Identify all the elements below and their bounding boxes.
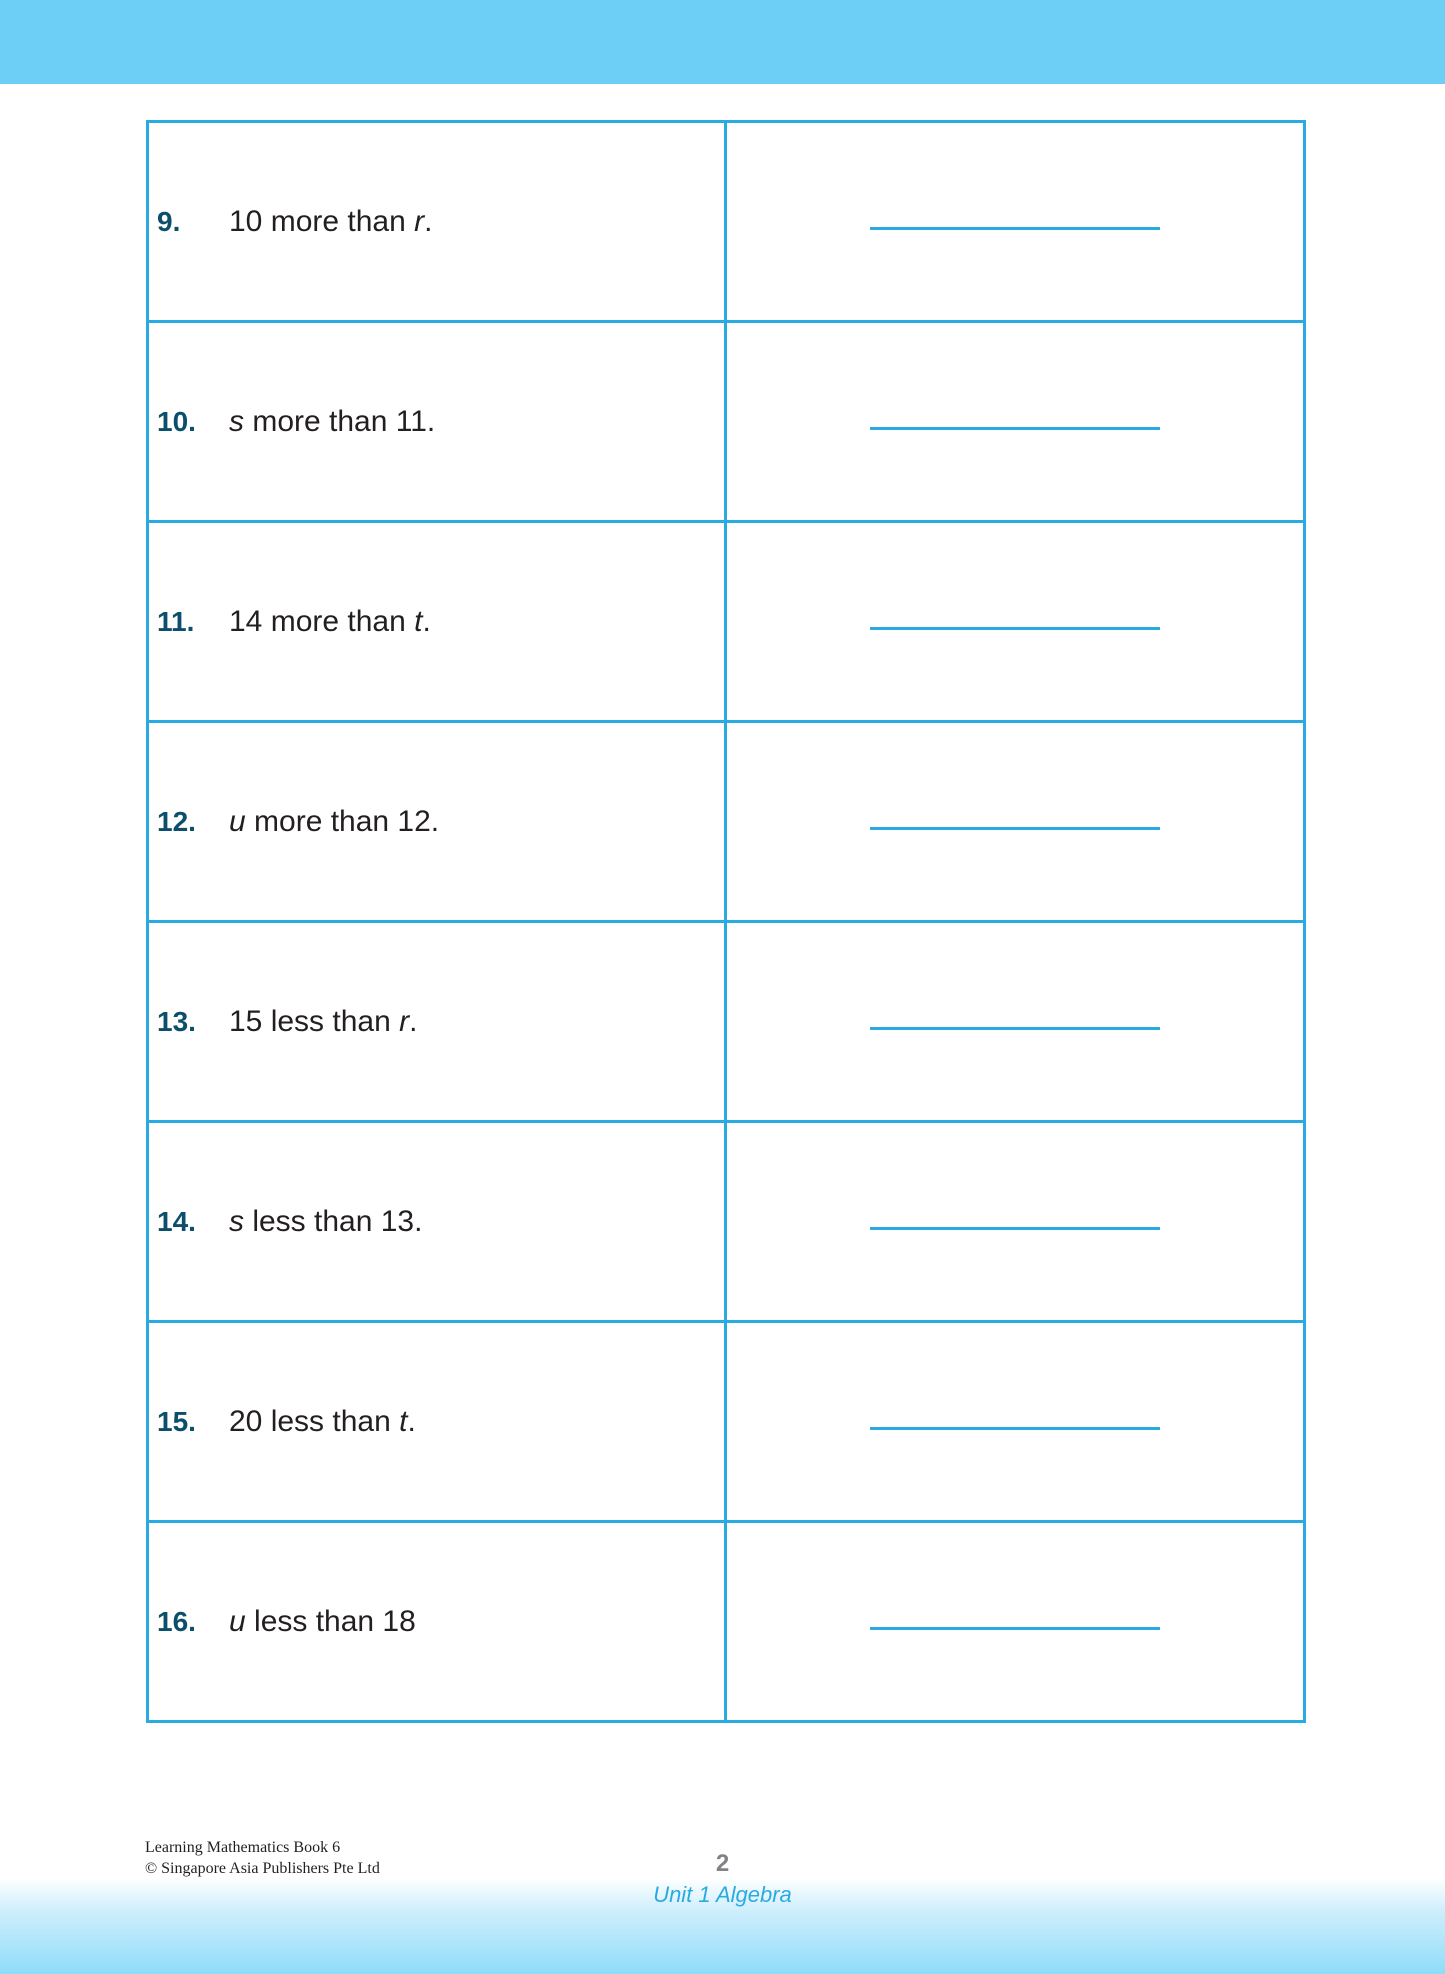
question-text: s more than 11. — [229, 404, 436, 438]
variable: t — [399, 1404, 408, 1438]
variable: u — [229, 1604, 246, 1638]
question-number: 12. — [157, 805, 196, 837]
answer-line[interactable] — [870, 1027, 1160, 1030]
question-number: 16. — [157, 1605, 196, 1637]
answer-cell[interactable] — [726, 122, 1305, 322]
answer-line[interactable] — [870, 427, 1160, 430]
unit-label: Unit 1 Algebra — [653, 1882, 792, 1907]
question-cell — [148, 322, 726, 522]
question-number: 9. — [157, 205, 181, 237]
answer-cell[interactable] — [726, 1322, 1305, 1522]
question-cell — [148, 1122, 726, 1322]
question-number: 14. — [157, 1205, 196, 1237]
question-number: 13. — [157, 1005, 196, 1037]
exercise-table — [146, 120, 1306, 1723]
question-text: u less than 18 — [229, 1604, 416, 1638]
answer-line[interactable] — [870, 827, 1160, 830]
question-text: 10 more than r. — [229, 204, 433, 238]
answer-line[interactable] — [870, 1627, 1160, 1630]
answer-cell[interactable] — [726, 322, 1305, 522]
question-text: 15 less than r. — [229, 1004, 418, 1038]
question-number: 15. — [157, 1405, 196, 1437]
variable: u — [229, 804, 246, 838]
variable: r — [414, 204, 425, 238]
question-text: u more than 12. — [229, 804, 440, 838]
question-cell — [148, 122, 726, 322]
question-cell — [148, 922, 726, 1122]
table-row — [148, 722, 1305, 922]
answer-cell[interactable] — [726, 922, 1305, 1122]
answer-cell[interactable] — [726, 1122, 1305, 1322]
book-title: Learning Mathematics Book 6 — [145, 1839, 341, 1856]
table-row — [148, 322, 1305, 522]
variable: s — [229, 1204, 244, 1238]
page-number: 2 — [715, 1850, 730, 1877]
table-row — [148, 922, 1305, 1122]
question-cell — [148, 722, 726, 922]
question-text: s less than 13. — [229, 1204, 423, 1238]
variable: t — [414, 604, 423, 638]
copyright-notice: © Singapore Asia Publishers Pte Ltd — [145, 1860, 380, 1877]
table-row — [148, 122, 1305, 322]
question-cell — [148, 1322, 726, 1522]
variable: r — [399, 1004, 410, 1038]
question-text: 14 more than t. — [229, 604, 431, 638]
variable: s — [229, 404, 244, 438]
answer-line[interactable] — [870, 627, 1160, 630]
table-row — [148, 522, 1305, 722]
question-cell — [148, 1522, 726, 1722]
question-number: 11. — [157, 605, 195, 637]
answer-cell[interactable] — [726, 1522, 1305, 1722]
answer-line[interactable] — [870, 1427, 1160, 1430]
answer-line[interactable] — [870, 1227, 1160, 1230]
answer-cell[interactable] — [726, 522, 1305, 722]
question-cell — [148, 522, 726, 722]
table-row — [148, 1122, 1305, 1322]
table-row — [148, 1522, 1305, 1722]
table-row — [148, 1322, 1305, 1522]
header-band — [0, 0, 1445, 84]
answer-line[interactable] — [870, 227, 1160, 230]
answer-cell[interactable] — [726, 722, 1305, 922]
question-text: 20 less than t. — [229, 1404, 416, 1438]
question-number: 10. — [157, 405, 196, 437]
